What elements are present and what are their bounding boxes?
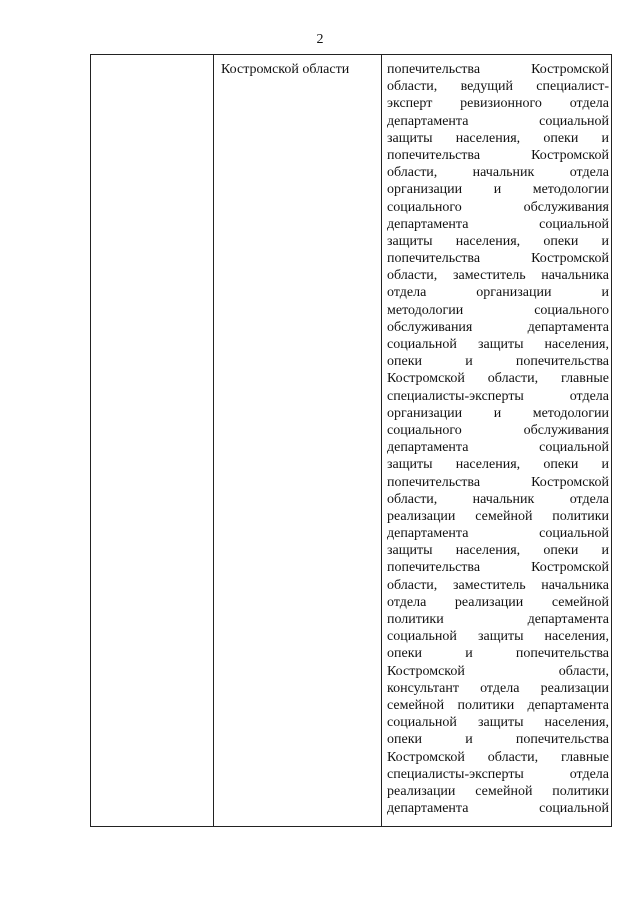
table-cell-region: Костромской области [221,62,350,77]
table-cell-description [387,61,609,817]
text-line: социального обслуживания [387,422,609,438]
text-line: политики департамента [387,612,609,627]
page-number: 2 [316,32,324,47]
column-divider [381,55,382,826]
text-line: отдела организации и [387,285,609,301]
text-line: семейной политики департамента [387,697,609,713]
text-line: социального обслуживания [387,199,609,215]
text-line: эксперт ревизионного отдела [387,96,609,112]
text-line: защиты населения, опеки и [387,457,609,473]
text-line: области, заместитель начальника [387,577,609,593]
text-line: попечительства Костромской [387,147,609,163]
text-line: Костромской области, главные [387,371,609,387]
text-line: департамента социальной [387,440,609,456]
text-line: защиты населения, опеки и [387,130,609,146]
text-line: области, начальник отдела [387,491,609,507]
text-line: опеки и попечительства [387,732,609,748]
text-line: области, начальник отдела [387,165,609,181]
text-line: защиты населения, опеки и [387,233,609,249]
document-table [90,54,612,827]
column-divider [213,55,214,826]
text-line: Костромской области, главные [387,749,609,765]
text-line: реализации семейной политики [387,783,609,799]
text-line: области, заместитель начальника [387,268,609,284]
text-line: социальной защиты населения, [387,629,609,645]
text-line: защиты населения, опеки и [387,543,609,559]
text-line: специалисты-эксперты отдела [387,388,609,404]
text-line: обслуживания департамента [387,319,609,335]
text-line: отдела реализации семейной [387,594,609,610]
text-line: Костромской области, [387,663,609,679]
text-line: социальной защиты населения, [387,337,609,352]
text-line: реализации семейной политики [387,508,609,524]
text-line: опеки и попечительства [387,646,609,662]
text-line: социальной защиты населения, [387,715,609,731]
text-line: методологии социального [387,302,609,318]
text-line: организации и методологии [387,405,609,421]
text-line: области, ведущий специалист- [387,79,609,95]
text-line: департамента социальной [387,216,609,232]
text-line: специалисты-эксперты отдела [387,766,609,782]
text-line: департамента социальной [387,113,609,129]
text-line: организации и методологии [387,182,609,198]
text-line: попечительства Костромской [387,251,609,267]
text-line: попечительства Костромской [387,474,609,490]
text-line: департамента социальной [387,526,609,542]
text-line: опеки и попечительства [387,354,609,370]
text-line: департамента социальной [387,801,609,817]
text-line: попечительства Костромской [387,62,609,77]
text-line: попечительства Костромской [387,560,609,576]
text-line: консультант отдела реализации [387,680,609,696]
